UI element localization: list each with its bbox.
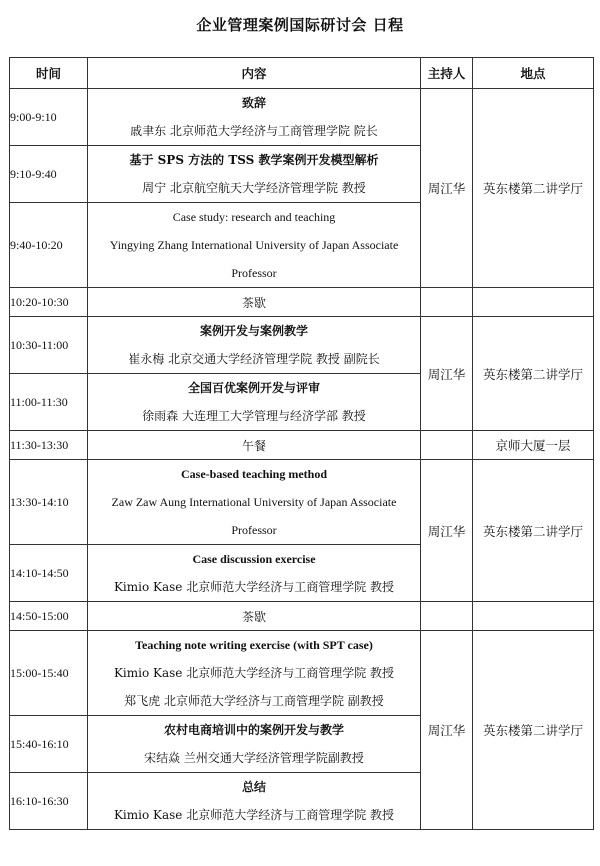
session-content <box>88 203 421 288</box>
session-speaker: 戚聿东 北京师范大学经济与工商管理学院 院长 <box>130 124 378 138</box>
schedule-row <box>10 602 594 631</box>
session-time: 11:30-13:30 <box>10 431 88 460</box>
session-speaker: Kimio Kase 北京师范大学经济与工商管理学院 教授 <box>113 580 395 594</box>
session-time: 9:40-10:20 <box>10 203 88 288</box>
session-title: 总结 <box>241 780 266 794</box>
block-venue: 英东楼第二讲学厅 <box>473 460 594 602</box>
session-title: 致辞 <box>241 96 266 110</box>
session-speaker: 周宁 北京航空航天大学经济管理学院 教授 <box>142 181 366 195</box>
session-speaker: Kimio Kase 北京师范大学经济与工商管理学院 教授 <box>113 666 395 680</box>
block-host: 周江华 <box>421 631 473 830</box>
session-title: 案例开发与案例教学 <box>199 324 308 338</box>
session-content <box>88 545 421 602</box>
schedule-table <box>9 57 594 830</box>
session-title: Case-based teaching method <box>181 467 327 481</box>
schedule-row <box>10 431 594 460</box>
empty-venue-cell <box>473 602 594 631</box>
session-speaker: 徐雨森 大连理工大学管理与经济学部 教授 <box>142 409 366 423</box>
schedule-row <box>10 288 594 317</box>
session-time: 9:00-9:10 <box>10 89 88 146</box>
block-host: 周江华 <box>421 89 473 288</box>
session-time: 13:30-14:10 <box>10 460 88 545</box>
session-time: 15:00-15:40 <box>10 631 88 716</box>
header-content: 内容 <box>88 58 421 89</box>
empty-venue-cell <box>473 288 594 317</box>
session-speaker: Kimio Kase 北京师范大学经济与工商管理学院 教授 <box>113 808 395 822</box>
session-speaker: Zaw Zaw Aung International University of Japan Associate <box>111 495 397 509</box>
block-venue: 英东楼第二讲学厅 <box>473 317 594 431</box>
session-content <box>88 773 421 830</box>
session-content <box>88 374 421 431</box>
session-title: Case study: research and teaching <box>172 210 336 224</box>
session-content <box>88 317 421 374</box>
page-title: 企业管理案例国际研讨会 日程 <box>196 16 404 34</box>
header-host: 主持人 <box>421 58 473 89</box>
block-venue: 英东楼第二讲学厅 <box>473 89 594 288</box>
session-speaker: 郑飞虎 北京师范大学经济与工商管理学院 副教授 <box>124 694 384 708</box>
block-venue: 京师大厦一层 <box>473 431 594 460</box>
session-speaker: Yingying Zhang International University of Japan Associate <box>109 238 399 252</box>
block-venue: 英东楼第二讲学厅 <box>473 631 594 830</box>
schedule-row <box>10 89 594 146</box>
session-speaker: 崔永梅 北京交通大学经济管理学院 教授 副院长 <box>128 352 380 366</box>
session-time: 16:10-16:30 <box>10 773 88 830</box>
schedule-row <box>10 317 594 374</box>
session-speaker-title: Professor <box>231 523 277 537</box>
session-title: Case discussion exercise <box>192 552 316 566</box>
session-title: 茶歇 <box>88 288 421 317</box>
session-content <box>88 631 421 716</box>
schedule-row <box>10 631 594 716</box>
session-time: 11:00-11:30 <box>10 374 88 431</box>
session-content <box>88 460 421 545</box>
session-title: Teaching note writing exercise (with SPT case) <box>135 638 373 652</box>
header-time: 时间 <box>10 58 88 89</box>
session-content <box>88 146 421 203</box>
session-time: 14:10-14:50 <box>10 545 88 602</box>
schedule-row <box>10 460 594 545</box>
session-title: 午餐 <box>88 431 421 460</box>
session-title: 茶歇 <box>88 602 421 631</box>
session-time: 9:10-9:40 <box>10 146 88 203</box>
session-speaker: 宋结焱 兰州交通大学经济管理学院副教授 <box>144 751 364 765</box>
session-title: 基于 SPS 方法的 TSS 教学案例开发模型解析 <box>129 153 379 167</box>
session-content <box>88 89 421 146</box>
session-title: 农村电商培训中的案例开发与教学 <box>163 723 344 737</box>
session-time: 14:50-15:00 <box>10 602 88 631</box>
session-content <box>88 716 421 773</box>
empty-host-cell <box>421 288 473 317</box>
header-venue: 地点 <box>473 58 594 89</box>
session-time: 10:30-11:00 <box>10 317 88 374</box>
block-host: 周江华 <box>421 460 473 602</box>
header-row <box>10 58 594 89</box>
empty-host-cell <box>421 602 473 631</box>
session-time: 15:40-16:10 <box>10 716 88 773</box>
session-time: 10:20-10:30 <box>10 288 88 317</box>
empty-host-cell <box>421 431 473 460</box>
block-host: 周江华 <box>421 317 473 431</box>
session-speaker-title: Professor <box>231 266 277 280</box>
session-title: 全国百优案例开发与评审 <box>187 381 320 395</box>
